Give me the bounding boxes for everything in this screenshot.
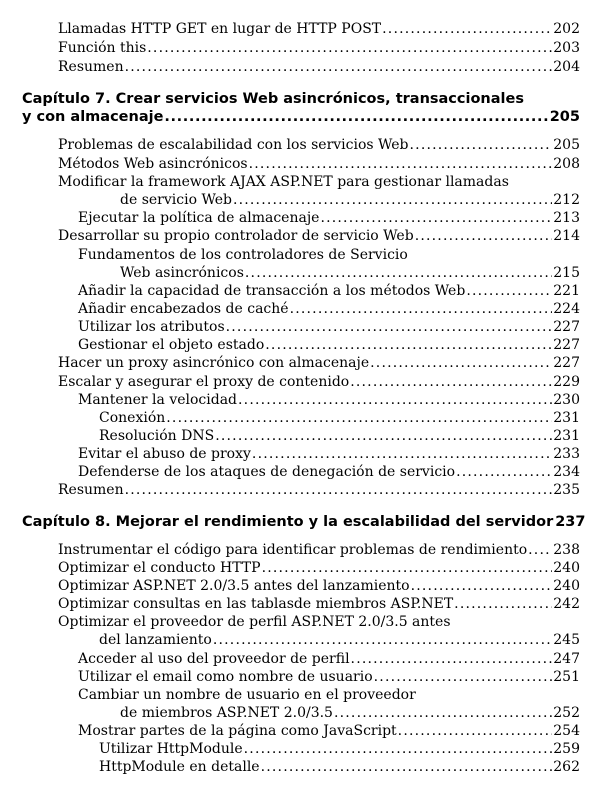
toc-entry	[58, 577, 580, 595]
toc-entry	[78, 391, 580, 409]
chapter-title: Capítulo 8. Mejorar el rendimiento y la escalabilidad del servidor	[22, 514, 554, 530]
toc-entry-title: Resumen	[58, 482, 124, 498]
toc-entry-title: Mantener la velocidad	[78, 392, 238, 408]
toc-entry-title: Optimizar ASP.NET 2.0/3.5 antes del lanzamiento	[58, 578, 410, 594]
toc-entry-title-line1: Cambiar un nombre de usuario en el proveedor	[78, 687, 416, 703]
toc-entry-title: Añadir la capacidad de transacción a los métodos Web	[78, 283, 466, 299]
toc-entry-page: 240	[553, 560, 580, 576]
toc-entry-page: 208	[553, 156, 580, 172]
dot-leader	[466, 282, 552, 300]
dot-leader	[244, 740, 553, 758]
dot-leader	[398, 722, 553, 740]
toc-entry-title: Resumen	[58, 59, 124, 75]
dot-leader	[454, 595, 552, 613]
toc-entry	[78, 318, 580, 336]
dot-leader	[410, 136, 553, 154]
chapter-title: y con almacenaje	[22, 109, 164, 125]
toc-entry	[58, 373, 580, 391]
toc-entry	[99, 740, 580, 758]
toc-entry	[58, 39, 580, 57]
toc-entry-page: 204	[553, 59, 580, 75]
dot-leader	[370, 354, 552, 372]
toc-entry-page: 234	[553, 464, 580, 480]
toc-entry-title: de miembros ASP.NET 2.0/3.5	[120, 705, 333, 721]
toc-entry-page: 240	[553, 578, 580, 594]
toc-entry	[58, 58, 580, 76]
chapter-7-heading-continued	[22, 108, 580, 126]
toc-entry-page: 238	[553, 542, 580, 558]
toc-entry	[78, 300, 580, 318]
toc-entry-title: Gestionar el objeto estado	[78, 337, 265, 353]
toc-entry	[58, 481, 580, 499]
dot-leader	[125, 58, 553, 76]
toc-entry-title: Ejecutar la política de almacenaje	[78, 210, 320, 226]
toc-entry	[78, 336, 580, 354]
toc-entry	[78, 463, 580, 481]
dot-leader	[238, 391, 552, 409]
toc-entry-page: 247	[553, 651, 580, 667]
toc-entry-page: 230	[553, 392, 580, 408]
toc-entry-title: de servicio Web	[120, 192, 232, 208]
toc-entry-page: 203	[553, 40, 580, 56]
dot-leader	[374, 668, 553, 686]
toc-entry-page: 213	[553, 210, 580, 226]
dot-leader	[265, 336, 552, 354]
toc-entry-page: 254	[553, 723, 580, 739]
dot-leader	[320, 209, 552, 227]
toc-entry	[78, 722, 580, 740]
toc-entry-title: Web asincrónicos	[120, 265, 244, 281]
dot-leader	[147, 39, 552, 57]
dot-leader	[213, 631, 552, 649]
toc-entry-page: 227	[553, 319, 580, 335]
toc-entry	[99, 427, 580, 445]
toc-entry-page: 251	[553, 669, 580, 685]
toc-entry-title-line1: Optimizar el proveedor de perfil ASP.NET 2.0/3.5 antes	[58, 614, 451, 630]
toc-entry-page: 227	[553, 337, 580, 353]
toc-entry-page: 202	[553, 21, 580, 37]
toc-entry-title: Defenderse de los ataques de denegación de servicio	[78, 464, 456, 480]
dot-leader	[249, 155, 553, 173]
toc-entry-page: 242	[553, 596, 580, 612]
toc-entry-title: Instrumentar el código para identificar problemas de rendimiento	[58, 542, 528, 558]
dot-leader	[351, 650, 553, 668]
toc-entry-page: 215	[553, 265, 580, 281]
toc-entry-title: Conexión	[99, 410, 166, 426]
toc-entry	[78, 209, 580, 227]
toc-entry	[78, 282, 580, 300]
dot-leader	[415, 227, 553, 245]
dot-leader	[233, 191, 552, 209]
dot-leader	[261, 758, 553, 776]
toc-entry-title: Llamadas HTTP GET en lugar de HTTP POST	[58, 21, 382, 37]
toc-entry-title: Optimizar consultas en las tablasde miembros ASP.NET	[58, 596, 454, 612]
toc-entry-title: Desarrollar su propio controlador de servicio Web	[58, 228, 414, 244]
toc-entry-title: Métodos Web asincrónicos	[58, 156, 248, 172]
toc-entry	[58, 20, 580, 38]
toc-entry	[78, 650, 580, 668]
toc-entry-page: 224	[553, 301, 580, 317]
toc-entry-page: 212	[553, 192, 580, 208]
dot-leader	[262, 559, 553, 577]
toc-entry-title-line1: Fundamentos de los controladores de Servicio	[78, 247, 408, 263]
toc-entry-page: 259	[553, 741, 580, 757]
chapter-8-heading	[22, 513, 586, 531]
toc-entry	[99, 631, 580, 649]
dot-leader	[245, 264, 552, 282]
toc-entry-page: 245	[553, 632, 580, 648]
toc-entry	[120, 264, 580, 282]
toc-entry-page: 227	[553, 355, 580, 371]
toc-entry-title: Utilizar los atributos	[78, 319, 225, 335]
toc-entry	[58, 559, 580, 577]
chapter-page: 205	[549, 109, 580, 125]
toc-entry-title: Hacer un proxy asincrónico con almacenaje	[58, 355, 370, 371]
toc-entry	[58, 354, 580, 372]
toc-entry-title: del lanzamiento	[99, 632, 212, 648]
toc-entry-title: Función this	[58, 40, 147, 56]
toc-entry-title: Utilizar el email como nombre de usuario	[78, 669, 373, 685]
toc-entry	[99, 758, 580, 776]
dot-leader	[411, 577, 553, 595]
toc-entry-title: Escalar y asegurar el proxy de contenido	[58, 374, 350, 390]
dot-leader	[125, 481, 553, 499]
toc-entry-page: 205	[553, 137, 580, 153]
toc-entry-title: Añadir encabezados de caché	[78, 301, 289, 317]
toc-entry	[58, 541, 580, 559]
dot-leader	[290, 300, 553, 318]
toc-entry-title: HttpModule en detalle	[99, 759, 260, 775]
toc-entry-page: 214	[553, 228, 580, 244]
toc-entry	[58, 227, 580, 245]
toc-entry	[99, 409, 580, 427]
dot-leader	[252, 445, 552, 463]
toc-entry-page: 262	[553, 759, 580, 775]
dot-leader	[164, 108, 548, 126]
toc-entry-title: Optimizar el conducto HTTP	[58, 560, 261, 576]
toc-entry-page: 235	[553, 482, 580, 498]
toc-entry-page: 252	[553, 705, 580, 721]
dot-leader	[334, 704, 552, 722]
toc-entry-title: Mostrar partes de la página como JavaScript	[78, 723, 397, 739]
toc-entry-title: Evitar el abuso de proxy	[78, 446, 251, 462]
chapter-page: 237	[555, 514, 586, 530]
toc-entry-page: 231	[553, 410, 580, 426]
toc-entry	[120, 191, 580, 209]
dot-leader	[456, 463, 552, 481]
toc-entry-title: Utilizar HttpModule	[99, 741, 243, 757]
dot-leader	[382, 20, 552, 38]
toc-entry	[58, 136, 580, 154]
toc-entry-page: 233	[553, 446, 580, 462]
toc-entry	[78, 668, 580, 686]
toc-entry	[78, 445, 580, 463]
toc-entry	[120, 704, 580, 722]
dot-leader	[528, 541, 552, 559]
toc-entry-title: Resolución DNS	[99, 428, 215, 444]
dot-leader	[215, 427, 552, 445]
chapter-7-heading: Capítulo 7. Crear servicios Web asincrónicos, transaccionales	[22, 91, 524, 107]
dot-leader	[350, 373, 552, 391]
toc-entry-title: Problemas de escalabilidad con los servicios Web	[58, 137, 409, 153]
dot-leader	[226, 318, 553, 336]
toc-entry-page: 229	[553, 374, 580, 390]
toc-entry-page: 221	[553, 283, 580, 299]
dot-leader	[166, 409, 552, 427]
toc-entry-title-line1: Modificar la framework AJAX ASP.NET para gestionar llamadas	[58, 174, 509, 190]
toc-entry-title: Acceder al uso del proveedor de perfil	[78, 651, 350, 667]
toc-entry-page: 231	[553, 428, 580, 444]
toc-entry	[58, 155, 580, 173]
toc-entry	[58, 595, 580, 613]
